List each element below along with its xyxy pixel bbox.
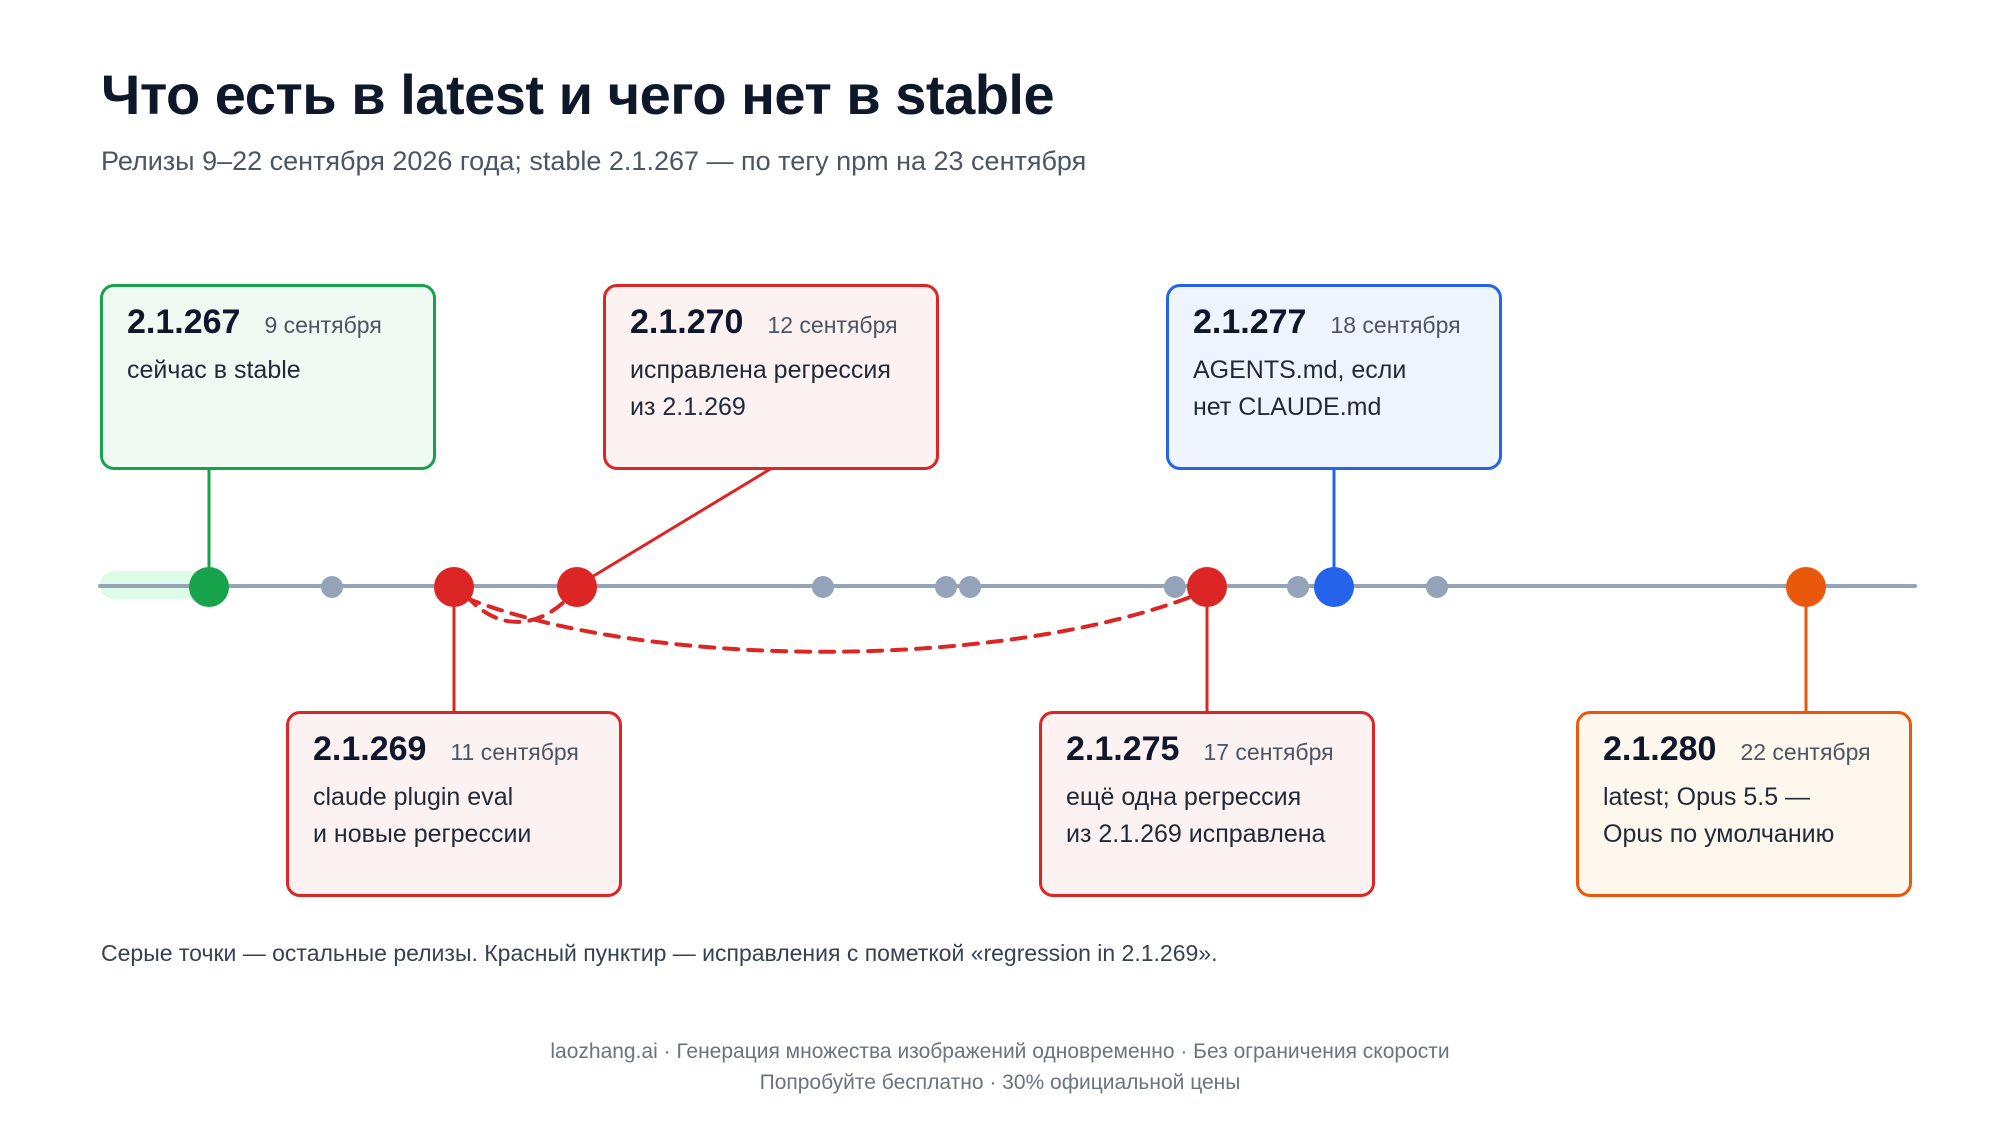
release-description	[1066, 779, 1348, 853]
release-version: 2.1.267	[127, 303, 241, 341]
page-subtitle: Релизы 9–22 сентября 2026 года; stable 2.1.267 — по тегу npm на 23 сентября	[101, 146, 1087, 176]
release-description-line: и новые регрессии	[313, 820, 532, 848]
release-dot-2.1.270	[557, 567, 597, 607]
release-dot-other	[959, 576, 981, 598]
release-version: 2.1.277	[1193, 303, 1307, 341]
footer-line-1: laozhang.ai · Генерация множества изображений одновременно · Без ограничения скорости	[550, 1040, 1450, 1063]
connector-2.1.270	[577, 468, 772, 586]
release-description-line: нет CLAUDE.md	[1193, 393, 1382, 421]
release-version: 2.1.275	[1066, 730, 1180, 768]
release-description	[127, 352, 409, 389]
release-dot-other	[1164, 576, 1186, 598]
release-date: 18 сентября	[1330, 312, 1461, 338]
release-description-line: Opus по умолчанию	[1603, 820, 1835, 848]
release-card-2.1.277	[1166, 284, 1502, 470]
release-dot-other	[1287, 576, 1309, 598]
release-description-line: сейчас в stable	[127, 356, 301, 384]
release-date: 12 сентября	[767, 312, 898, 338]
release-card-2.1.270	[603, 284, 939, 470]
release-date: 9 сентября	[264, 312, 382, 338]
release-description-line: claude plugin eval	[313, 783, 514, 811]
release-description-line: AGENTS.md, если	[1193, 356, 1407, 384]
release-description	[1603, 779, 1885, 853]
footer-line-2: Попробуйте бесплатно · 30% официальной цены	[759, 1071, 1241, 1094]
release-description-line: из 2.1.269 исправлена	[1066, 820, 1326, 848]
release-dot-other	[935, 576, 957, 598]
release-dot-2.1.277	[1314, 567, 1354, 607]
release-description-line: latest; Opus 5.5 —	[1603, 783, 1811, 811]
page-title: Что есть в latest и чего нет в stable	[101, 63, 1055, 126]
release-date: 22 сентября	[1740, 739, 1871, 765]
release-description-line: исправлена регрессия	[630, 356, 891, 384]
release-version: 2.1.270	[630, 303, 744, 341]
release-card-2.1.275	[1039, 711, 1375, 897]
release-dot-other	[1426, 576, 1448, 598]
release-date: 11 сентября	[450, 739, 579, 765]
release-dot-2.1.267	[189, 567, 229, 607]
release-description	[313, 779, 595, 853]
regression-fix-arc-2.1.270	[466, 595, 566, 622]
release-dot-other	[812, 576, 834, 598]
release-version: 2.1.269	[313, 730, 427, 768]
release-version: 2.1.280	[1603, 730, 1717, 768]
release-description	[630, 352, 912, 426]
release-description-line: ещё одна регрессия	[1066, 783, 1302, 811]
release-card-2.1.269	[286, 711, 622, 897]
release-dot-other	[321, 576, 343, 598]
release-card-2.1.267	[100, 284, 436, 470]
release-description	[1193, 352, 1475, 426]
release-dot-2.1.275	[1187, 567, 1227, 607]
release-date: 17 сентября	[1203, 739, 1334, 765]
release-card-2.1.280	[1576, 711, 1912, 897]
release-dot-2.1.280	[1786, 567, 1826, 607]
legend-note: Серые точки — остальные релизы. Красный пунктир — исправления с пометкой «regression in 2.1.269».	[101, 940, 1218, 966]
release-description-line: из 2.1.269	[630, 393, 746, 421]
release-dot-2.1.269	[434, 567, 474, 607]
